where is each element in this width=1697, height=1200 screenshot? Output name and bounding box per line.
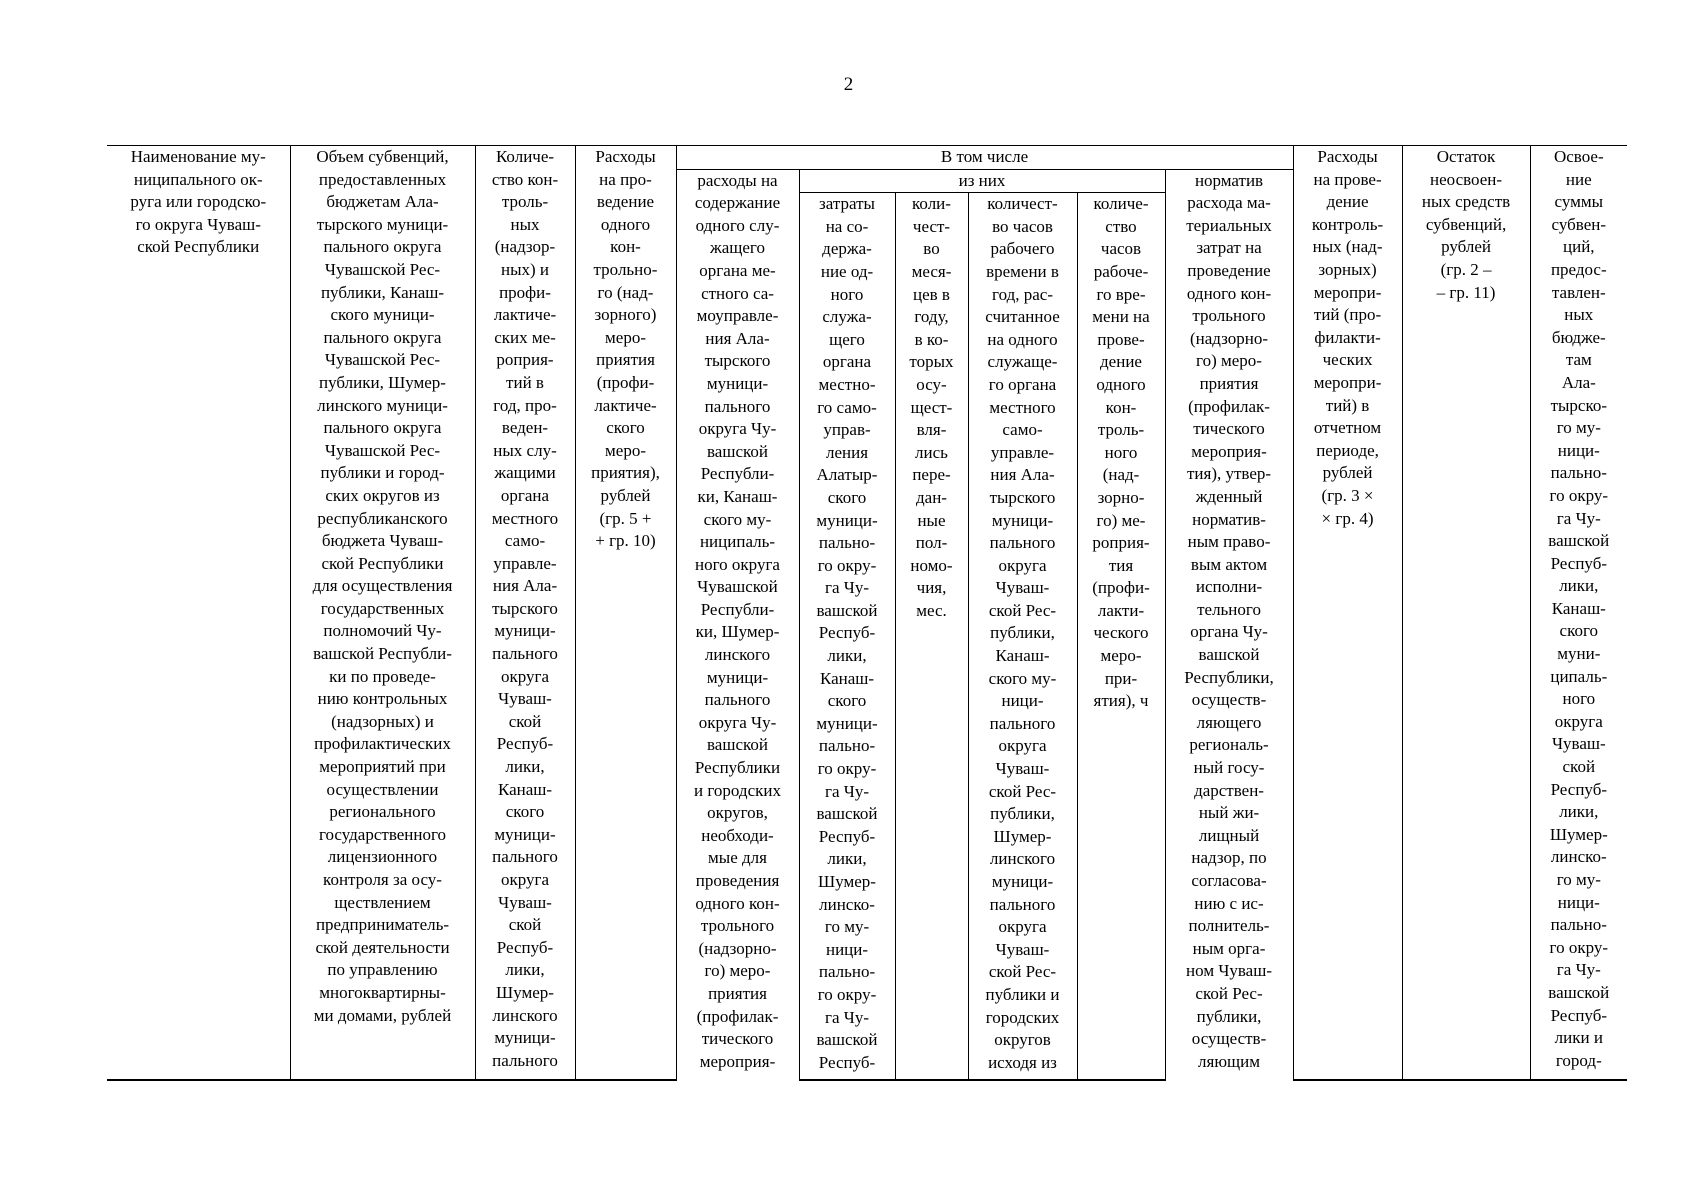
col-municipality-name: Наименование му- ниципального ок- руга или городско- го округа Чуваш- ской Республики — [107, 146, 290, 1081]
col-hours-per-event: количе- ство часов рабоче- го вре- мени на прове- дение одного кон- троль- ного (над- зорно- го) ме- роприя- тия (профи- лакти- ческого меро- при- ятия), ч — [1077, 193, 1165, 1081]
col-costs: затраты на со- держа- ние од- ного служа- щего органа местно- го само- управ- ления Алатыр- ского муници- пально- го окру- га Чу- вашской Респуб- лики, Канаш- ского муници- пально- го окру- га Чу- вашской Респуб- лики, Шумер- линско- го му- ници- пально- го окру- га Чу- вашской Респуб- — [799, 193, 895, 1081]
col-maintenance-cost: расходы на содержание одного слу- жащего органа ме- стного са- моуправле- ния Ала- тырского муници- пального округа Чу- вашской Республи- ки, Канаш- ского му- ниципаль- ного округа Чувашской Республи- ки, Шумер- линского муници- пального округа Чу- вашской Республики и городских округов, необходи- мые для проведения одного кон- трольного (надзорно- го) меро- приятия (профилак- тического мероприя- — [676, 169, 799, 1080]
col-unspent-balance: Остаток неосвоен- ных средств субвенций, рублей (гр. 2 – – гр. 11) — [1402, 146, 1530, 1081]
group-header-in-total: В том числе — [676, 146, 1293, 170]
page-number: 2 — [843, 74, 854, 95]
col-events-count: Количе- ство кон- троль- ных (надзор- ных) и профи- лактиче- ских ме- роприя- тий в год, про- веден- ных слу- жащими органа местного само- управле- ния Ала- тырского муници- пального округа Чуваш- ской Респуб- лики, Канаш- ского муници- пального округа Чуваш- ской Респуб- лики, Шумер- линского муници- пального — [475, 146, 575, 1081]
group-header-of-them: из них — [799, 169, 1165, 193]
col-months: коли- чест- во меся- цев в году, в ко- торых осу- щест- вля- лись пере- дан- ные пол- номо- чия, мес. — [895, 193, 968, 1081]
header-row-1 — [107, 146, 1627, 170]
col-material-norm: норматив расхода ма- териальных затрат на проведение одного кон- трольного (надзорно- го) меро- приятия (профилак- тического мероприя- тия), утвер- жденный норматив- ным право- вым актом исполни- тельного органа Чу- вашской Республики, осуществ- ляющего региональ- ный госу- дарствен- ный жи- лищный надзор, по согласова- нию с ис- полнитель- ным орга- ном Чуваш- ской Рес- публики, осуществ- ляющим — [1165, 169, 1293, 1080]
col-work-hours-year: количест- во часов рабочего времени в год, рас- считанное на одного служаще- го органа местного само- управле- ния Ала- тырского муници- пального округа Чуваш- ской Рес- публики, Канаш- ского му- ници- пального округа Чуваш- ской Рес- публики, Шумер- линского муници- пального округа Чуваш- ской Рес- публики и городских округов исходя из — [968, 193, 1077, 1081]
col-cost-per-event: Расходы на про- ведение одного кон- трольно- го (над- зорного) меро- приятия (профи- лактиче- ского меро- приятия), рублей (гр. 5 + + гр. 10) — [575, 146, 676, 1081]
subvention-table — [107, 145, 1627, 1081]
col-total-expenses: Расходы на прове- дение контроль- ных (над- зорных) меропри- тий (про- филакти- ческих меропри- тий) в отчетном периоде, рублей (гр. 3 × × гр. 4) — [1293, 146, 1402, 1081]
col-utilization: Освое- ние суммы субвен- ций, предос- тавлен- ных бюдже- там Ала- тырско- го му- ници- пально- го окру- га Чу- вашской Респуб- лики, Канаш- ского муни- ципаль- ного округа Чуваш- ской Респуб- лики, Шумер- линско- го му- ници- пально- го окру- га Чу- вашской Респуб- лики и город- — [1530, 146, 1627, 1081]
col-subvention-volume: Объем субвенций, предоставленных бюджетам Ала- тырского муници- пального округа Чувашской Рес- публики, Канаш- ского муници- пального округа Чувашской Рес- публики, Шумер- линского муници- пального округа Чувашской Рес- публики и город- ских округов из республиканского бюджета Чуваш- ской Республики для осуществления государственных полномочий Чу- вашской Республи- ки по проведе- нию контрольных (надзорных) и профилактических мероприятий при осуществлении регионального государственного лицензионного контроля за осу- ществлением предприниматель- ской деятельности по управлению многоквартирны- ми домами, рублей — [290, 146, 475, 1081]
